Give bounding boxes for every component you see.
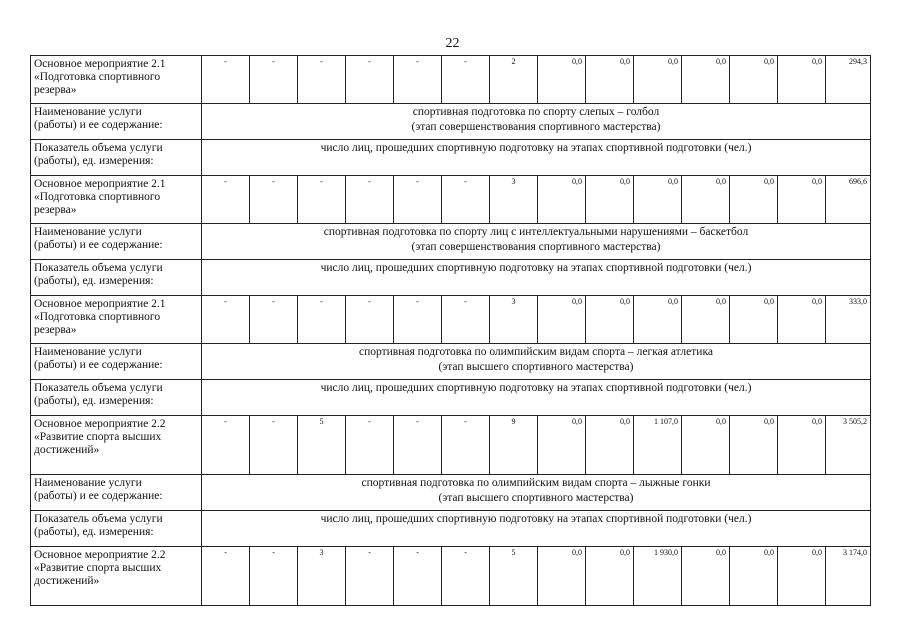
label-line: (работы), ед. измерения:: [34, 275, 154, 287]
program-table: [30, 55, 871, 606]
value-cell: -: [202, 296, 250, 344]
value-cell: 3: [298, 547, 346, 606]
value-cell: -: [250, 296, 298, 344]
value-cell: -: [250, 547, 298, 606]
value-cell: -: [202, 416, 250, 475]
label-line: (работы) и ее содержание:: [34, 359, 163, 371]
value-cell: 0,0: [538, 176, 586, 224]
label-line: Наименование услуги: [34, 477, 142, 489]
value-cell: 0,0: [778, 296, 826, 344]
description-line: число лиц, прошедших спортивную подготовку на этапах спортивной подготовки (чел.): [320, 513, 752, 525]
value-cell: -: [298, 176, 346, 224]
label-line: достижений»: [34, 444, 100, 456]
value-cell: 0,0: [538, 547, 586, 606]
label-line: достижений»: [34, 575, 100, 587]
description-line: спортивная подготовка по олимпийским видам спорта – легкая атлетика: [359, 346, 713, 358]
label-line: Основное мероприятие 2.1: [34, 58, 166, 70]
value-cell: 0,0: [634, 176, 682, 224]
label-line: (работы), ед. измерения:: [34, 395, 154, 407]
value-cell: -: [394, 416, 442, 475]
table-row-indicator: [31, 511, 871, 547]
value-cell: 0,0: [778, 416, 826, 475]
value-cell: -: [346, 56, 394, 104]
value-cell: 2: [490, 56, 538, 104]
value-cell: 0,0: [538, 416, 586, 475]
value-cell: 0,0: [730, 296, 778, 344]
value-cell: 0,0: [778, 56, 826, 104]
value-cell: 0,0: [682, 416, 730, 475]
label-line: Наименование услуги: [34, 226, 142, 238]
description-line: число лиц, прошедших спортивную подготовку на этапах спортивной подготовки (чел.): [320, 262, 752, 274]
label-line: Показатель объема услуги: [34, 513, 163, 525]
value-cell: -: [394, 56, 442, 104]
activity-label: [31, 176, 202, 224]
value-cell: -: [394, 176, 442, 224]
service-description: [202, 475, 871, 511]
service-description: [202, 224, 871, 260]
label-line: «Подготовка спортивного: [34, 71, 161, 83]
label-line: Основное мероприятие 2.1: [34, 178, 166, 190]
table-row-activity: [31, 416, 871, 475]
table-row-service: [31, 344, 871, 380]
label-line: Показатель объема услуги: [34, 142, 163, 154]
value-cell: 0,0: [682, 547, 730, 606]
label-line: (работы) и ее содержание:: [34, 119, 163, 131]
value-cell: -: [394, 547, 442, 606]
value-cell: -: [250, 56, 298, 104]
value-cell: 9: [490, 416, 538, 475]
label-line: Основное мероприятие 2.1: [34, 298, 166, 310]
value-cell: 0,0: [730, 176, 778, 224]
table-row-activity: [31, 296, 871, 344]
service-description: [202, 344, 871, 380]
indicator-description: [202, 380, 871, 416]
description-line: спортивная подготовка по спорту лиц с интеллектуальными нарушениями – баскетбол: [323, 226, 749, 238]
service-label: [31, 475, 202, 511]
label-line: (работы), ед. измерения:: [34, 526, 154, 538]
value-cell: -: [442, 547, 490, 606]
description-line: (этап высшего спортивного мастерства): [438, 492, 634, 504]
label-line: резерва»: [34, 204, 77, 216]
activity-label: [31, 416, 202, 475]
description-line: (этап совершенствования спортивного мастерства): [411, 121, 661, 133]
label-line: «Развитие спорта высших: [34, 431, 162, 443]
value-cell: 0,0: [538, 56, 586, 104]
label-line: Наименование услуги: [34, 106, 142, 118]
table-row-activity: [31, 176, 871, 224]
label-line: «Развитие спорта высших: [34, 562, 162, 574]
value-cell: -: [346, 416, 394, 475]
value-cell: 0,0: [730, 56, 778, 104]
label-line: (работы), ед. измерения:: [34, 155, 154, 167]
value-cell: 0,0: [730, 547, 778, 606]
indicator-description: [202, 140, 871, 176]
label-line: Основное мероприятие 2.2: [34, 549, 166, 561]
value-cell: 0,0: [778, 547, 826, 606]
table-row-activity: [31, 56, 871, 104]
value-cell: 0,0: [586, 416, 634, 475]
value-cell: 0,0: [778, 176, 826, 224]
activity-label: [31, 296, 202, 344]
value-cell: 5: [298, 416, 346, 475]
value-cell: 696,6: [826, 176, 871, 224]
value-cell: 0,0: [682, 176, 730, 224]
service-label: [31, 224, 202, 260]
description-line: число лиц, прошедших спортивную подготовку на этапах спортивной подготовки (чел.): [320, 142, 752, 154]
value-cell: -: [202, 56, 250, 104]
value-cell: -: [250, 176, 298, 224]
description-line: (этап высшего спортивного мастерства): [438, 361, 634, 373]
value-cell: 0,0: [586, 176, 634, 224]
activity-label: [31, 547, 202, 606]
value-cell: 1 930,0: [634, 547, 682, 606]
label-line: «Подготовка спортивного: [34, 191, 161, 203]
label-line: резерва»: [34, 84, 77, 96]
value-cell: -: [346, 296, 394, 344]
value-cell: 0,0: [538, 296, 586, 344]
value-cell: 3 174,0: [826, 547, 871, 606]
description-line: спортивная подготовка по спорту слепых – голбол: [412, 106, 660, 118]
table-row-service: [31, 224, 871, 260]
value-cell: 0,0: [730, 416, 778, 475]
value-cell: 0,0: [634, 56, 682, 104]
label-line: Основное мероприятие 2.2: [34, 418, 166, 430]
page-number: 22: [445, 36, 460, 51]
value-cell: 5: [490, 547, 538, 606]
label-line: резерва»: [34, 324, 77, 336]
description-line: спортивная подготовка по олимпийским видам спорта – лыжные гонки: [361, 477, 711, 489]
value-cell: -: [442, 56, 490, 104]
service-label: [31, 104, 202, 140]
value-cell: 0,0: [586, 547, 634, 606]
label-line: Показатель объема услуги: [34, 262, 163, 274]
value-cell: -: [442, 296, 490, 344]
activity-label: [31, 56, 202, 104]
value-cell: -: [298, 296, 346, 344]
label-line: (работы) и ее содержание:: [34, 239, 163, 251]
value-cell: -: [202, 176, 250, 224]
table-row-indicator: [31, 260, 871, 296]
value-cell: 333,0: [826, 296, 871, 344]
value-cell: 0,0: [682, 56, 730, 104]
indicator-label: [31, 380, 202, 416]
value-cell: 0,0: [586, 56, 634, 104]
value-cell: -: [442, 176, 490, 224]
value-cell: 294,3: [826, 56, 871, 104]
indicator-description: [202, 511, 871, 547]
table-row-indicator: [31, 140, 871, 176]
value-cell: 3 505,2: [826, 416, 871, 475]
label-line: (работы) и ее содержание:: [34, 490, 163, 502]
indicator-label: [31, 260, 202, 296]
value-cell: -: [250, 416, 298, 475]
service-description: [202, 104, 871, 140]
label-line: «Подготовка спортивного: [34, 311, 161, 323]
label-line: Наименование услуги: [34, 346, 142, 358]
indicator-description: [202, 260, 871, 296]
value-cell: 3: [490, 176, 538, 224]
table-row-service: [31, 475, 871, 511]
table-row-activity: [31, 547, 871, 606]
value-cell: -: [346, 547, 394, 606]
value-cell: 0,0: [586, 296, 634, 344]
label-line: Показатель объема услуги: [34, 382, 163, 394]
indicator-label: [31, 511, 202, 547]
table-row-service: [31, 104, 871, 140]
value-cell: 3: [490, 296, 538, 344]
description-line: число лиц, прошедших спортивную подготовку на этапах спортивной подготовки (чел.): [320, 382, 752, 394]
value-cell: -: [442, 416, 490, 475]
value-cell: -: [298, 56, 346, 104]
table-row-indicator: [31, 380, 871, 416]
value-cell: -: [394, 296, 442, 344]
description-line: (этап совершенствования спортивного мастерства): [411, 241, 661, 253]
value-cell: -: [202, 547, 250, 606]
service-label: [31, 344, 202, 380]
value-cell: -: [346, 176, 394, 224]
value-cell: 0,0: [634, 296, 682, 344]
indicator-label: [31, 140, 202, 176]
value-cell: 0,0: [682, 296, 730, 344]
value-cell: 1 107,0: [634, 416, 682, 475]
